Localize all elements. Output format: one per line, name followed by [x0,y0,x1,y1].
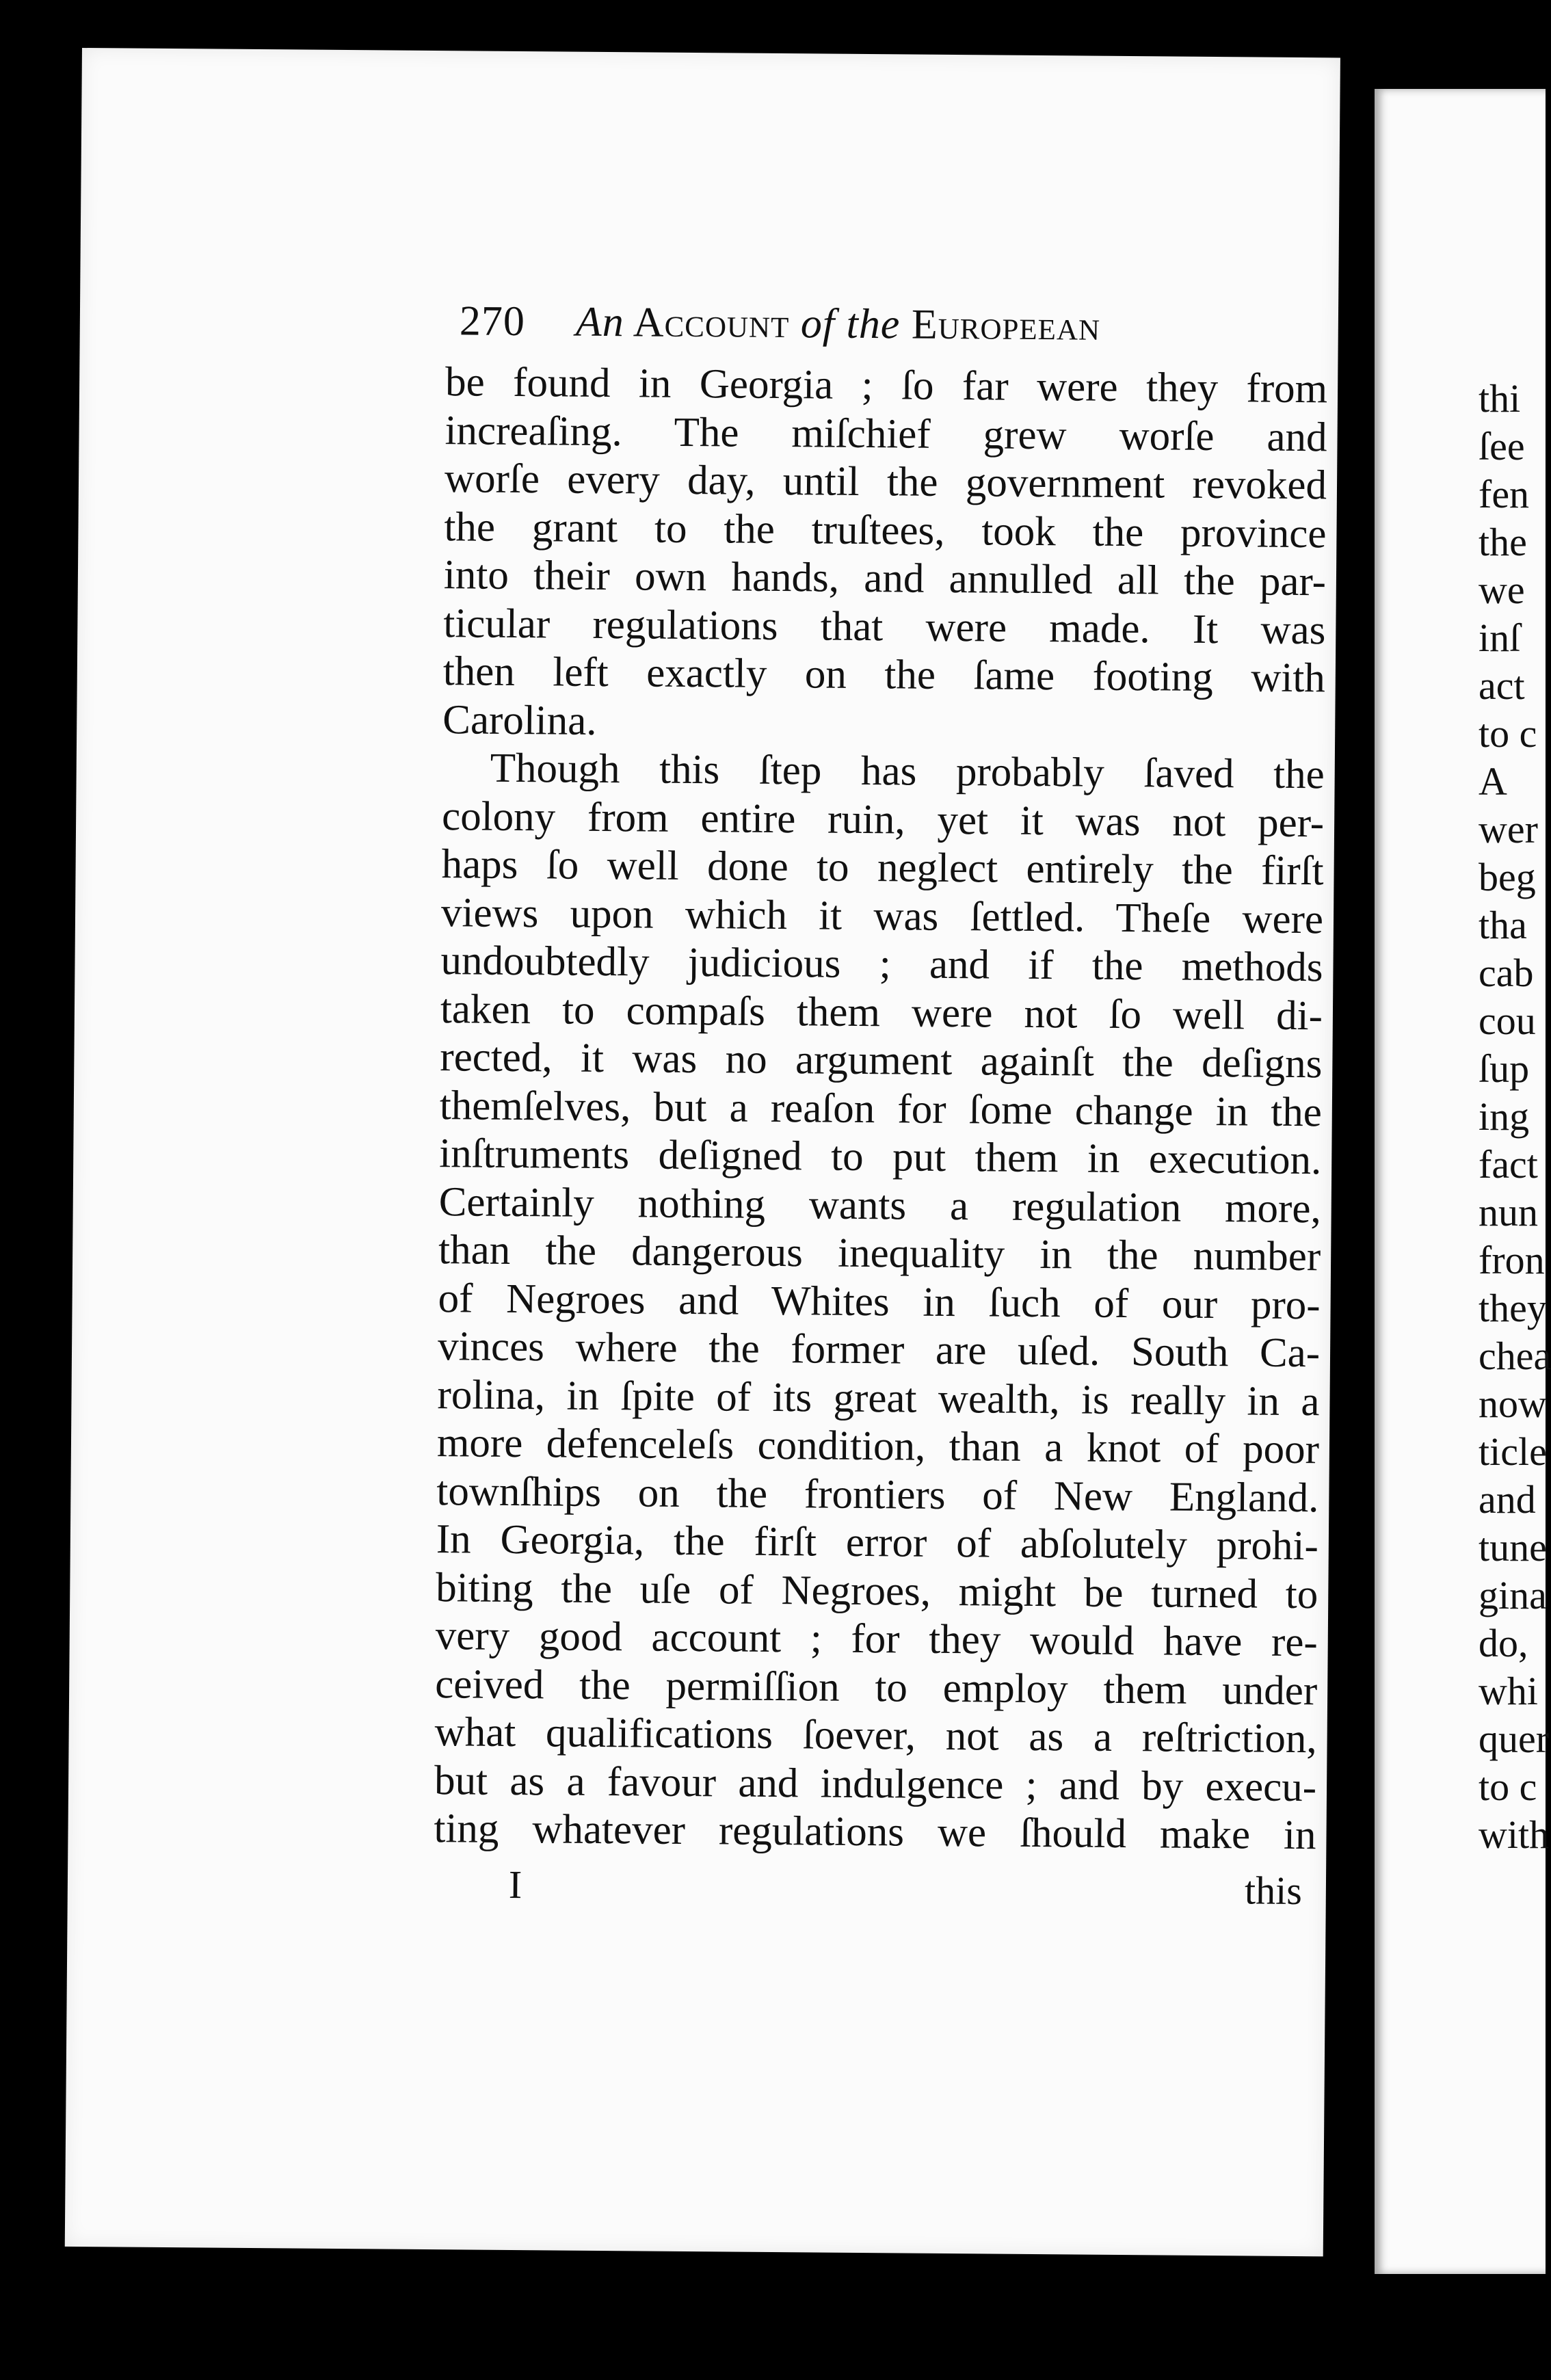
text-line: colony from entire ruin, yet it was not per- [441,793,1325,846]
facing-line: beg [1479,855,1536,899]
facing-line: the [1479,520,1527,564]
facing-line: ing [1479,1094,1530,1139]
facing-line: tha [1479,903,1527,947]
facing-line: fron [1479,1238,1545,1282]
text-line: Though this ſtep has probably ſaved the [490,745,1325,798]
facing-line: inſ [1479,616,1521,660]
running-title-word1: Account [633,299,790,347]
text-line: biting the uſe of Negroes, might be turned to [436,1564,1318,1617]
text-line: ceived the permiſſion to employ them under [434,1661,1318,1714]
facing-line: do, [1479,1621,1528,1665]
facing-line: they [1479,1286,1547,1330]
facing-line: to c [1479,1764,1537,1809]
text-block [338,282,1336,1922]
catchword: this [1244,1867,1303,1913]
facing-line: quer [1479,1717,1550,1761]
text-line: Certainly nothing wants a regulation more, [438,1178,1321,1232]
signature-mark: I [508,1862,522,1907]
facing-line: wer [1479,807,1538,851]
facing-page-text [1479,375,1551,1859]
text-line: what qualifications ſoever, not as a reſtriction, [434,1709,1317,1762]
text-line: In Georgia, the firſt error of abſolutely prohi- [436,1516,1319,1570]
text-line: ticular regulations that were made. It was [443,600,1326,653]
text-line: haps ſo well done to neglect entirely the firſt [441,841,1324,895]
running-title-word2: Europeean [911,301,1101,349]
page-number: 270 [459,298,526,345]
facing-line: now [1479,1381,1547,1426]
facing-line: with [1479,1812,1550,1857]
facing-line: ſup [1479,1046,1530,1091]
facing-line: cou [1479,999,1536,1043]
body-text [434,358,1327,1860]
facing-line: ticle [1479,1429,1547,1474]
text-line: of Negroes and Whites in ſuch of our pro- [438,1275,1321,1328]
running-title [575,285,1100,364]
text-line: than the dangerous inequality in the number [438,1227,1321,1280]
text-line: views upon which it was ſettled. Theſe were [440,889,1324,942]
text-line: rected, it was no argument againſt the deſigns [440,1034,1323,1087]
text-line: Carolina. [442,696,597,744]
text-line: taken to compaſs them were not ſo well di- [440,986,1323,1039]
text-line: increaſing. The miſchief grew worſe and [445,407,1327,460]
facing-line: we [1479,568,1525,612]
facing-line: whi [1479,1669,1538,1713]
facing-line: cab [1479,951,1534,995]
text-line: the grant to the truſtees, took the province [444,503,1327,557]
text-line: undoubtedly judicious ; and if the methods [440,938,1323,991]
text-line: very good account ; for they would have re- [435,1613,1318,1666]
facing-line: fact [1479,1142,1538,1187]
facing-line: act [1479,663,1525,708]
text-line: vinces where the former are uſed. South Ca- [437,1323,1321,1377]
facing-line: tune [1479,1525,1547,1570]
text-line: rolina, in ſpite of its great wealth, is really in a [437,1371,1320,1425]
left-page [65,48,1340,2256]
facing-line: to c [1479,711,1537,756]
text-line: then left exactly on the ſame footing with [442,648,1326,702]
text-line: but as a favour and indulgence ; and by execu- [434,1757,1317,1810]
facing-line: nun [1479,1190,1538,1234]
facing-line: gina [1479,1573,1547,1617]
running-head [349,282,1335,365]
facing-line: and [1479,1477,1536,1522]
text-line: themſelves, but a reaſon for ſome change in the [439,1082,1323,1135]
text-line: more defenceleſs condition, than a knot of poor [436,1420,1320,1473]
facing-line: A [1479,759,1507,804]
facing-line: chea [1479,1334,1551,1378]
text-line: ting whatever regulations we ſhould make in [434,1806,1316,1859]
page-footer [434,1853,1316,1922]
facing-line: fen [1479,472,1530,516]
facing-line: thi [1479,376,1521,421]
running-title-of: of the [800,300,901,348]
facing-line: ſee [1479,424,1525,468]
text-line: inſtruments deſigned to put them in execution. [439,1130,1322,1184]
text-line: townſhips on the frontiers of New England. [436,1468,1319,1521]
text-line: into their own hands, and annulled all the par- [443,552,1327,605]
running-title-prefix: An [575,298,625,346]
text-line: worſe every day, until the government revoked [444,455,1327,509]
text-line: be found in Georgia ; ſo far were they from [445,359,1328,412]
